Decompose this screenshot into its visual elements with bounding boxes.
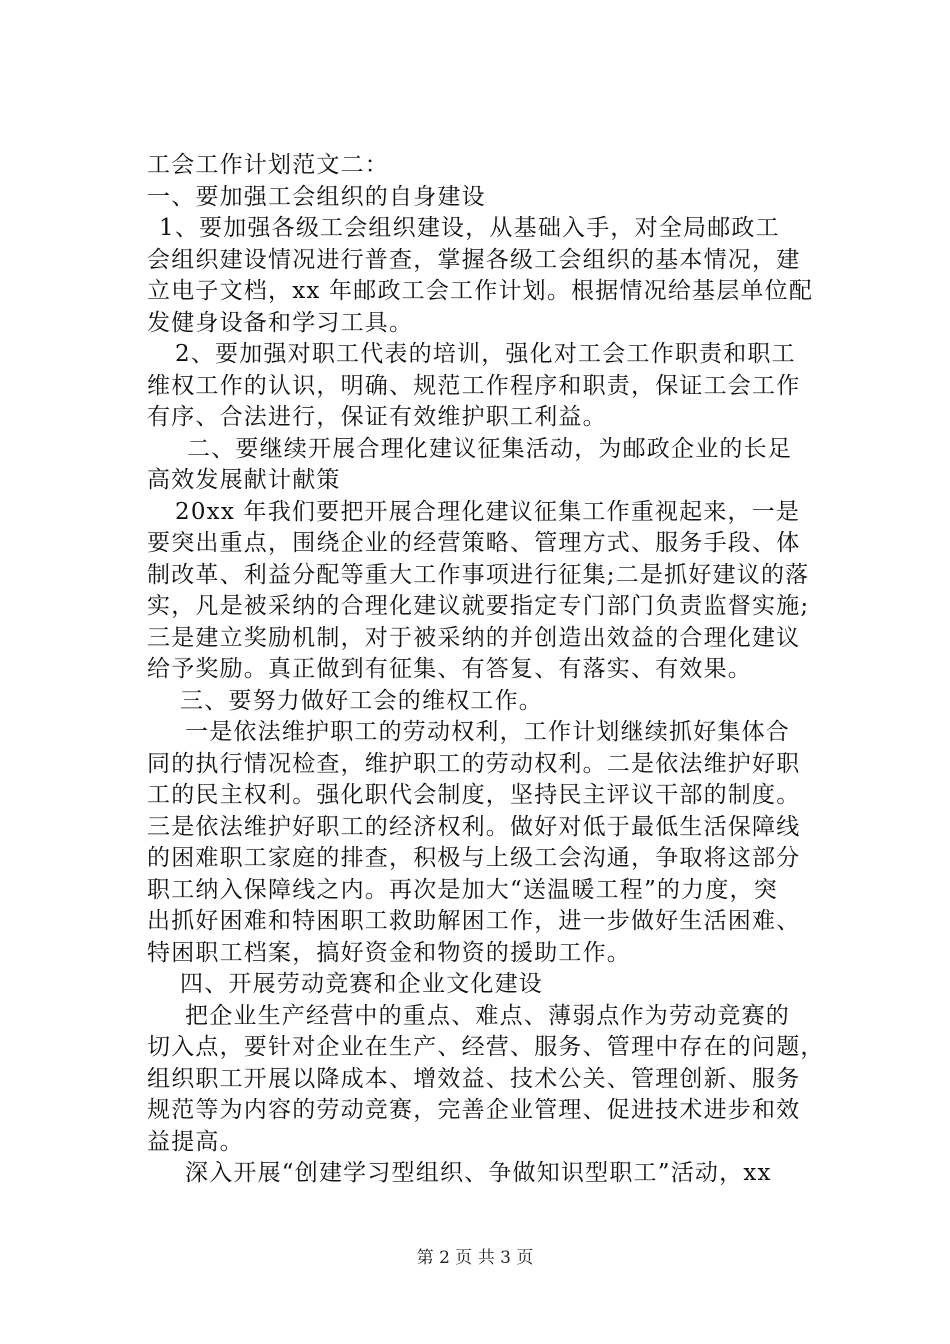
paragraph-line: 特困职工档案，搞好资金和物资的援助工作。 [147,939,631,966]
paragraph-line: 会组织建设情况进行普查，掌握各级工会组织的基本情况，建 [147,246,801,273]
paragraph-line: 发健身设备和学习工具。 [147,309,414,336]
paragraph-line: 规范等为内容的劳动竞赛，完善企业管理、促进技术进步和效 [147,1097,801,1123]
document-body [147,150,837,1190]
section-heading: 四、开展劳动竞赛和企业文化建设 [180,971,543,997]
paragraph-line: 制改革、利益分配等重大工作事项进行征集;二是抓好建议的落 [147,561,810,588]
paragraph-line: 实，凡是被采纳的合理化建议就要指定专门部门负责监督实施; [147,593,810,619]
paragraph-line: 20xx 年我们要把开展合理化建议征集工作重视起来，一是 [175,498,801,525]
paragraph-line: 1、要加强各级工会组织建设，从基础入手，对全局邮政工 [159,215,780,241]
paragraph-line: 出抓好困难和特困职工救助解困工作，进一步做好生活困难、 [147,908,801,934]
section-heading: 二、要继续开展合理化建议征集活动，为邮政企业的长足 [187,435,792,462]
paragraph-line: 组织职工开展以降成本、增效益、技术公关、管理创新、服务 [147,1065,801,1092]
paragraph-line: 一是依法维护职工的劳动权利，工作计划继续抓好集体合 [185,719,790,745]
section-heading: 高效发展献计献策 [147,467,341,493]
paragraph-line: 工的民主权利。强化职代会制度，坚持民主评议干部的制度。 [147,782,801,808]
paragraph-line: 三是依法维护好职工的经济权利。做好对低于最低生活保障线 [147,813,801,840]
paragraph-line: 立电子文档，xx 年邮政工会工作计划。根据情况给基层单位配 [147,278,814,304]
paragraph-line: 有序、合法进行，保证有效维护职工利益。 [147,404,607,430]
paragraph-line: 要突出重点，围绕企业的经营策略、管理方式、服务手段、体 [147,530,801,556]
paragraph-line: 2、要加强对职工代表的培训，强化对工会工作职责和职工 [175,341,796,367]
paragraph-line: 三是建立奖励机制，对于被采纳的并创造出效益的合理化建议 [147,624,801,651]
paragraph-line: 益提高。 [147,1128,244,1155]
page-footer: 第 2 页 共 3 页 [416,1248,534,1268]
section-heading: 三、要努力做好工会的维权工作。 [180,687,543,714]
paragraph-line: 给予奖励。真正做到有征集、有答复、有落实、有效果。 [147,656,752,682]
paragraph-line: 同的执行情况检查，维护职工的劳动权利。二是依法维护好职 [147,750,801,777]
paragraph-line: 维权工作的认识，明确、规范工作程序和职责，保证工会工作 [147,372,801,399]
paragraph-line: 把企业生产经营中的重点、难点、薄弱点作为劳动竞赛的 [185,1002,790,1029]
section-heading: 一、要加强工会组织的自身建设 [147,183,486,210]
paragraph-line: 职工纳入保障线之内。再次是加大“送温暖工程”的力度，突 [147,876,778,903]
paragraph-line: 切入点，要针对企业在生产、经营、服务、管理中存在的问题， [147,1034,825,1060]
paragraph-line: 的困难职工家庭的排查，积极与上级工会沟通，争取将这部分 [147,845,801,871]
paragraph-line: 深入开展“创建学习型组织、争做知识型职工”活动，xx [185,1160,772,1186]
section-heading: 工会工作计划范文二： [147,152,389,178]
